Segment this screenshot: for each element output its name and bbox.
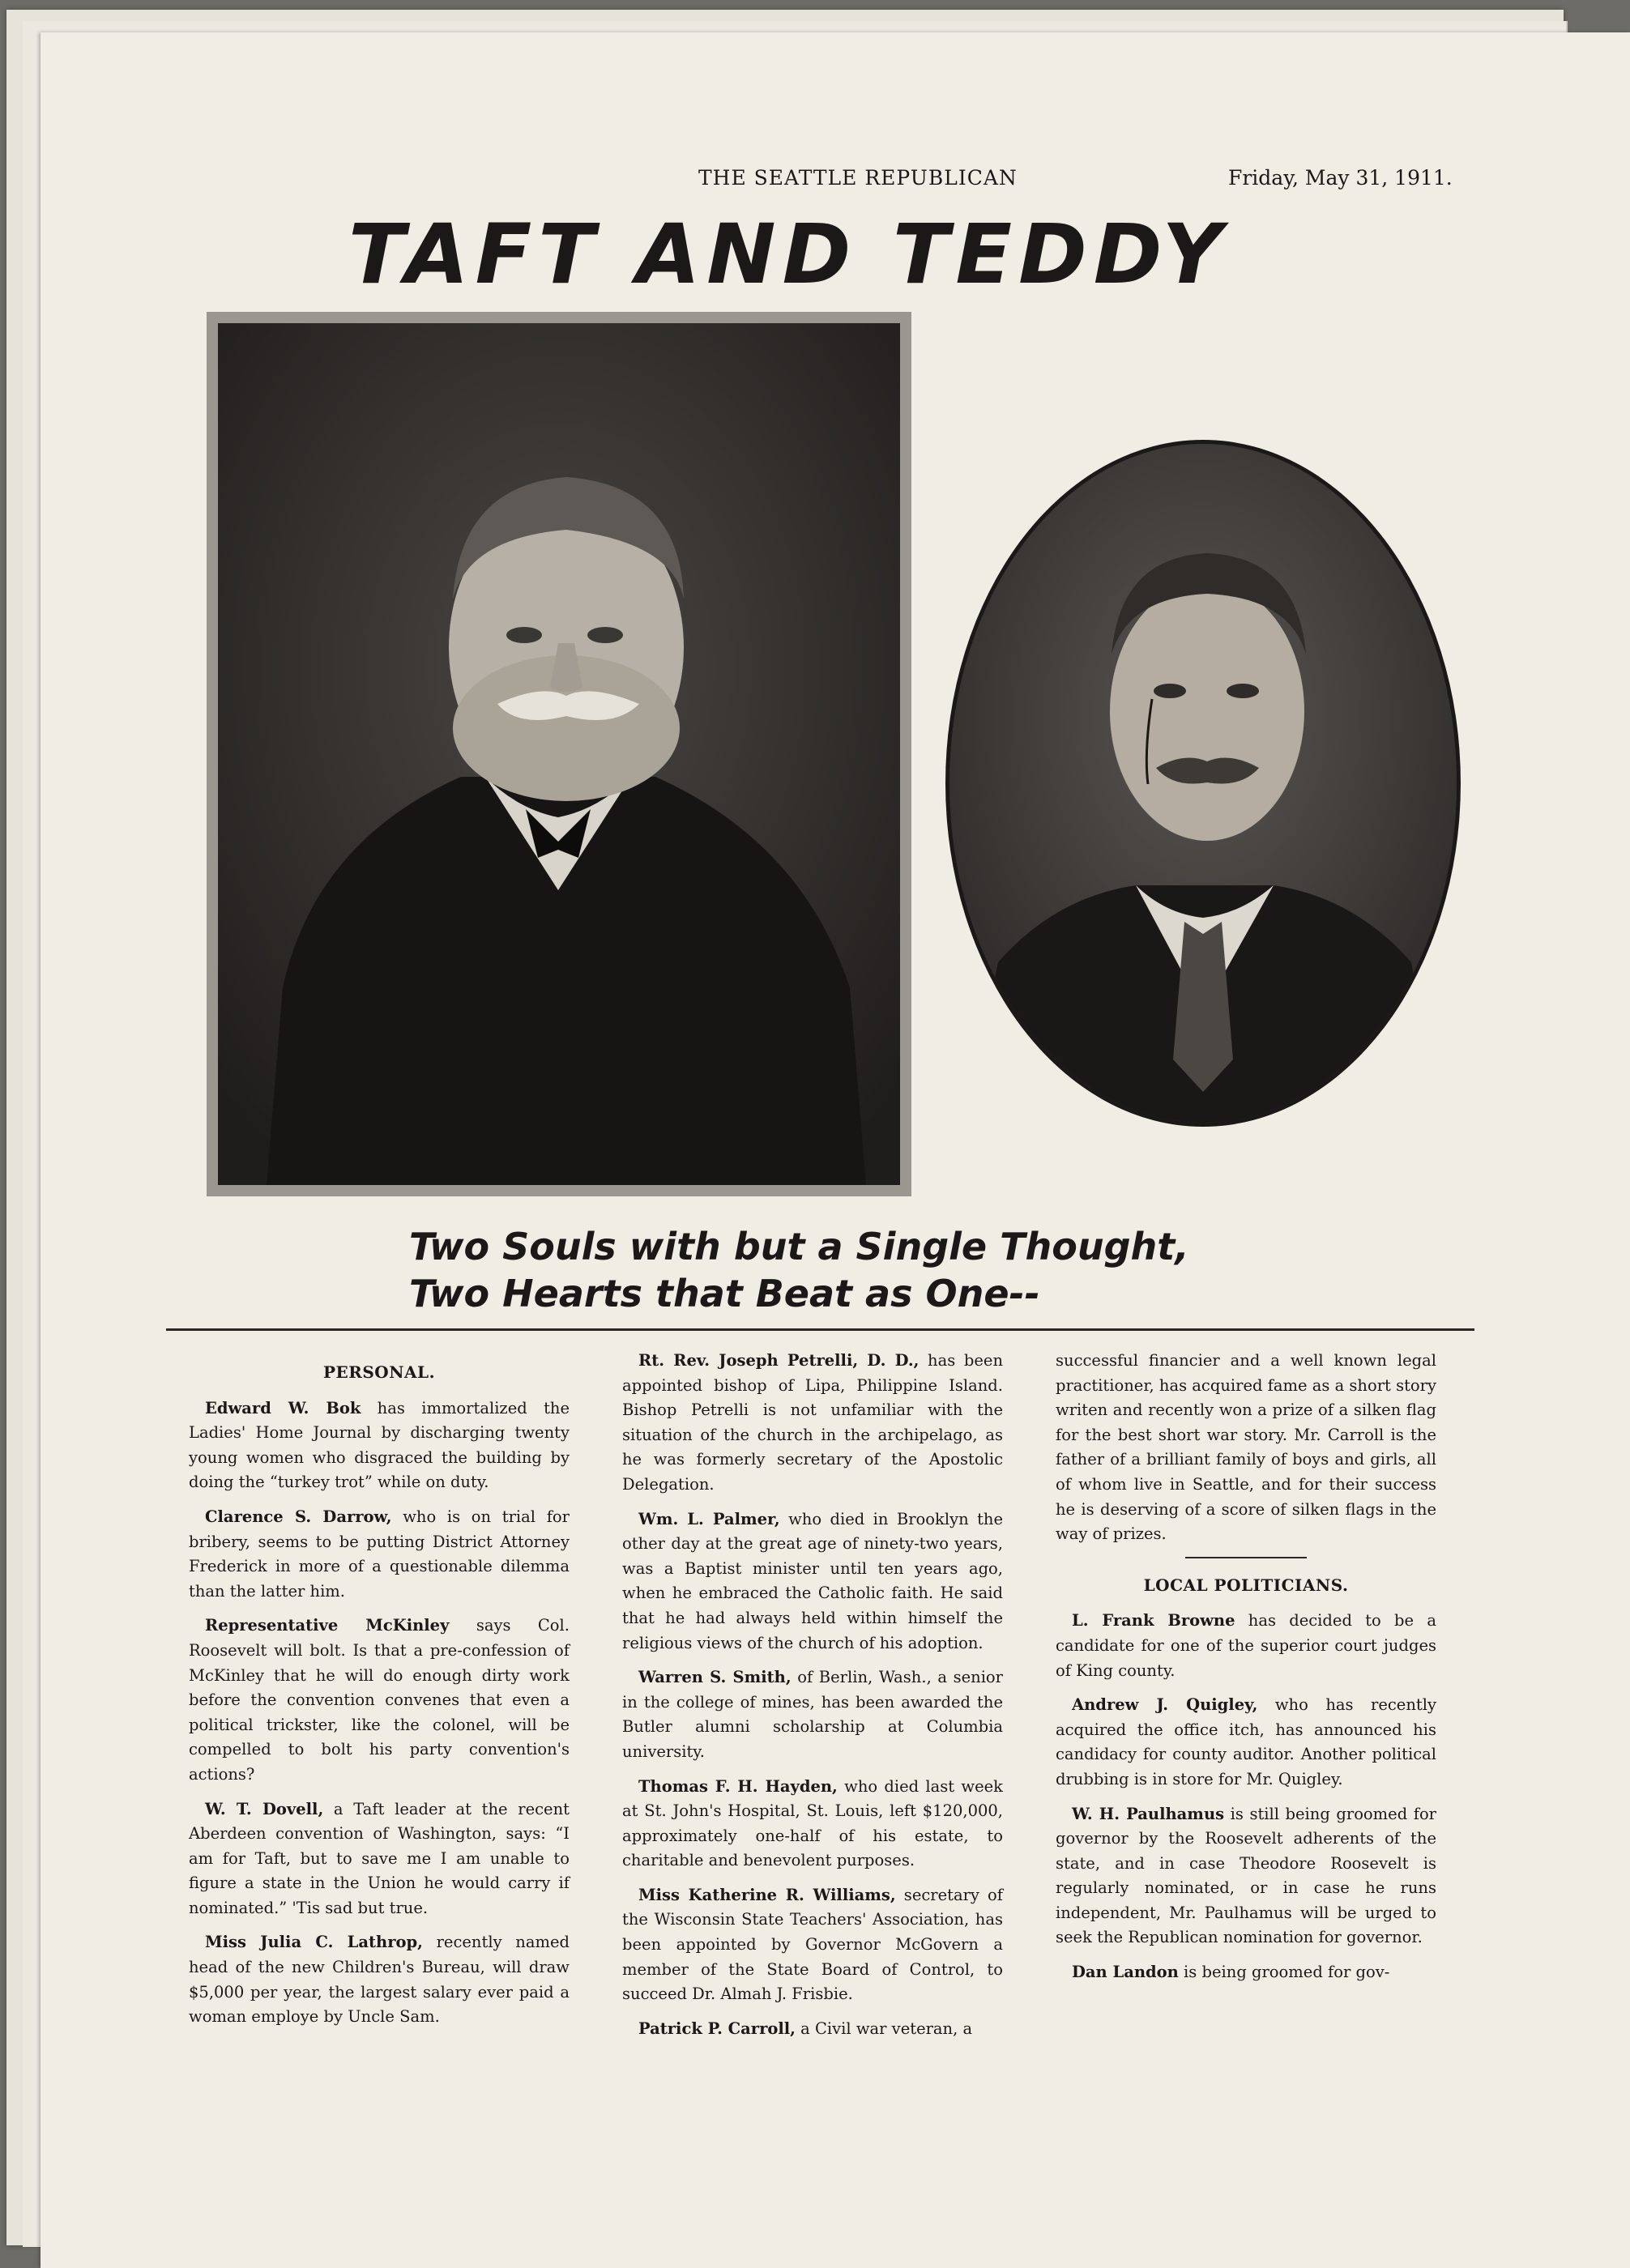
news-item [189,1797,570,1921]
item-name: W. T. Dovell, [205,1799,324,1818]
item-text: of Berlin, Wash., a senior in the college of mines, has been awarded the Butler alumni scholarship at Columbia university. [622,1668,1003,1761]
item-text: who has recently acquired the office itch, has announced his candidacy for county auditor. Another political drubbing is in store for Mr. Quigley. [1056,1695,1436,1788]
issue-date: Friday, May 31, 1911. [1228,166,1453,190]
column-3 [1056,1349,1436,1995]
item-text: is being groomed for gov- [1178,1963,1390,1982]
item-text: has immortalized the Ladies' Home Journal by discharging twenty young women who disgraced the building by doing the “turkey trot” while on duty. [189,1398,570,1492]
personal-heading: PERSONAL. [322,1362,436,1382]
item-text: a Taft leader at the recent Aberdeen convention of Washington, says: “I am for Taft, but to save me I am unable to figure a state in the Union he would carry if nominated.” 'Tis sad but true. [189,1799,570,1917]
masthead [41,166,1630,198]
news-item [189,1614,570,1787]
item-text: is still being groomed for governor by the Roosevelt adherents of the state, and in case Theodore Roosevelt is regularly nominated, or in case he runs independent, Mr. Paulhamus will be urged to seek the Republican nomination for governor. [1056,1804,1437,1947]
item-name: Representative McKinley [205,1616,450,1635]
photo-caption [409,1223,1462,1317]
item-name: L. Frank Browne [1072,1611,1235,1631]
news-item [1056,1609,1436,1683]
news-item [1056,1693,1436,1792]
news-item [622,2017,1003,2042]
taft-portrait-photo [207,312,911,1196]
short-divider [1185,1557,1307,1558]
roosevelt-portrait-illustration [949,444,1457,1123]
item-name: Thomas F. H. Hayden, [638,1776,838,1796]
item-name: W. H. Paulhamus [1072,1804,1225,1823]
column-1 [189,1349,570,2040]
news-item [622,1665,1003,1764]
item-name: Wm. L. Palmer, [638,1509,780,1528]
item-text: a Civil war veteran, a [795,2019,973,2038]
item-text: who died last week at St. John's Hospital, St. Louis, left $120,000, approximately one-half of his estate, to charitable and benevolent purposes. [622,1776,1003,1870]
news-item [622,1775,1003,1874]
item-name: Clarence S. Darrow, [205,1507,392,1526]
item-text: recently named head of the new Children's Bureau, will draw $5,000 per year, the largest salary ever paid a woman employe by Uncle Sam. [189,1933,570,2027]
item-name: Dan Landon [1072,1963,1179,1982]
news-item [1056,1960,1436,1985]
item-text: says Col. Roosevelt will bolt. Is that a pre-confession of McKinley that he will do enough dirty work before the convention convenes that even a political trickster, like the colonel, will be compelled to bolt his party convention's actions? [189,1616,570,1784]
item-name: Warren S. Smith, [638,1668,792,1687]
article-columns [189,1349,1477,2159]
item-name: Patrick P. Carroll, [638,2019,796,2038]
news-item [189,1930,570,2029]
item-name: Miss Katherine R. Williams, [638,1885,896,1904]
section-divider [166,1328,1474,1331]
caption-line-1: Two Souls with but a Single Thought, [409,1225,1189,1268]
item-text: secretary of the Wisconsin State Teachers' Association, has been appointed by Governor McGovern a member of the State Board of Control, to succeed Dr. Almah J. Frisbie. [622,1885,1003,2004]
news-item [622,1349,1003,1498]
item-name: Edward W. Bok [205,1398,361,1418]
item-name: Miss Julia C. Lathrop, [205,1933,423,1952]
item-text: who is on trial for bribery, seems to be putting District Attorney Frederick in more of a questionable dilemma than the latter him. [189,1507,570,1601]
item-text: has been appointed bishop of Lipa, Philippine Island. Bishop Petrelli is not unfamiliar with the situation of the church in the archipelago, as he was formerly secretary of the Apostolic Delegation. [622,1351,1004,1494]
headline: TAFT AND TEDDY [348,207,1229,303]
news-item [622,1507,1003,1656]
item-name: Rt. Rev. Joseph Petrelli, D. D., [638,1351,920,1370]
news-item [189,1505,570,1604]
local-politicians-heading: LOCAL POLITICIANS. [1143,1575,1349,1595]
item-text: who died in Brooklyn the other day at the great age of ninety-two years, was a Baptist minister until ten years ago, when he embraced the Catholic faith. He said that he had always held within himself the religious views of the church of his adoption. [622,1509,1003,1652]
paper-name: THE SEATTLE REPUBLICAN [698,166,1018,190]
item-name: Andrew J. Quigley, [1072,1695,1258,1715]
caption-line-2: Two Hearts that Beat as One-- [409,1272,1040,1315]
news-item [189,1396,570,1495]
continued-item-text: successful financier and a well known legal practitioner, has acquired fame as a short story writen and recently won a prize of a silken flag for the best short war story. Mr. Carroll is the father of a brilliant family of boys and girls, all of whom live in Seattle, and for their success he is deserving of a score of silken flags in the way of prizes. [1056,1351,1436,1544]
taft-portrait-illustration [218,323,900,1185]
newspaper-page [41,32,1630,2268]
roosevelt-portrait-photo [945,440,1461,1127]
item-text: has decided to be a candidate for one of the superior court judges of King county. [1056,1611,1436,1680]
news-item [622,1883,1003,2007]
news-item [1056,1802,1436,1951]
column-2 [622,1349,1003,2051]
